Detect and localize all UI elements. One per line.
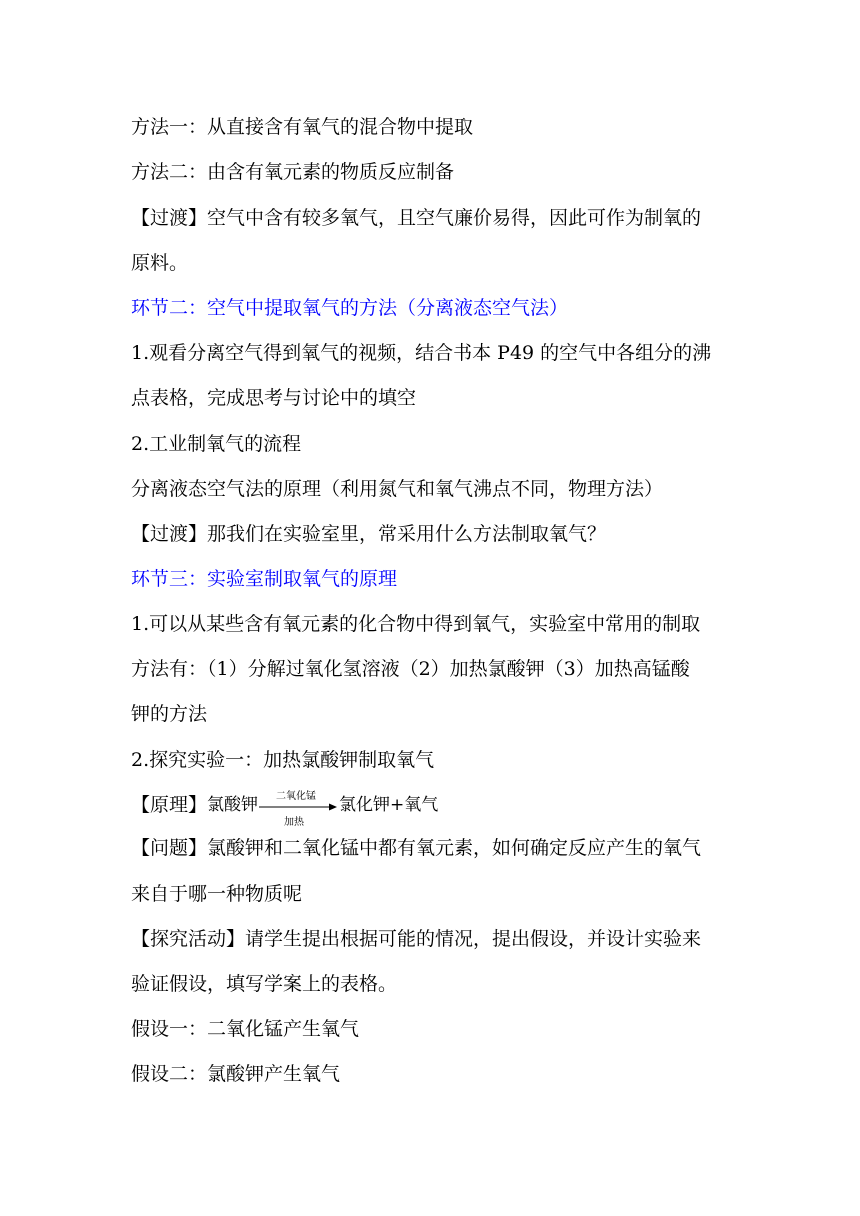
equation-label: 【原理】 <box>131 794 208 816</box>
equation-catalyst: 二氧化锰 <box>276 791 316 802</box>
lab-method-paragraph-end: 钾的方法 <box>131 703 208 725</box>
activity-paragraph: 【探究活动】请学生提出根据可能的情况，提出假设，并设计实验来 <box>131 928 702 950</box>
step-1-paragraph-cont: 点表格，完成思考与讨论中的填空 <box>131 387 417 409</box>
principle-line: 分离液态空气法的原理（利用氮气和氧气沸点不同，物理方法） <box>131 478 664 500</box>
experiment-one-title: 2.探究实验一：加热氯酸钾制取氧气 <box>131 749 435 771</box>
transition-paragraph-1-cont: 原料。 <box>131 252 189 274</box>
step-2-title: 2.工业制氧气的流程 <box>131 433 302 455</box>
equation-products: 氯化钾+氧气 <box>339 795 439 815</box>
transition-paragraph-1: 【过渡】空气中含有较多氧气，且空气廉价易得，因此可作为制氧的 <box>131 207 702 229</box>
section-heading-3: 环节三：实验室制取氧气的原理 <box>131 568 398 590</box>
equation-reactant: 氯酸钾 <box>207 795 258 815</box>
question-paragraph: 【问题】氯酸钾和二氧化锰中都有氧元素，如何确定反应产生的氧气 <box>131 837 702 859</box>
reaction-equation <box>131 788 531 828</box>
hypothesis-one: 假设一：二氧化锰产生氧气 <box>131 1018 360 1040</box>
section-heading-2: 环节二：空气中提取氧气的方法（分离液态空气法） <box>131 297 569 319</box>
step-1-paragraph: 1.观看分离空气得到氧气的视频，结合书本 P49 的空气中各组分的沸 <box>131 342 712 364</box>
hypothesis-two: 假设二：氯酸钾产生氧气 <box>131 1063 341 1085</box>
equation-condition: 加热 <box>284 817 304 828</box>
reaction-arrow-icon <box>259 802 337 812</box>
question-paragraph-cont: 来自于哪一种物质呢 <box>131 883 303 905</box>
method-one: 方法一：从直接含有氧气的混合物中提取 <box>131 116 474 138</box>
method-two: 方法二：由含有氧元素的物质反应制备 <box>131 161 455 183</box>
lab-method-paragraph: 1.可以从某些含有氧元素的化合物中得到氧气，实验室中常用的制取 <box>131 613 701 635</box>
transition-paragraph-2: 【过渡】那我们在实验室里，常采用什么方法制取氧气？ <box>131 523 607 545</box>
activity-paragraph-cont: 验证假设，填写学案上的表格。 <box>131 973 398 995</box>
lab-method-paragraph-cont: 方法有：（1）分解过氧化氢溶液（2）加热氯酸钾（3）加热高锰酸 <box>131 658 690 680</box>
